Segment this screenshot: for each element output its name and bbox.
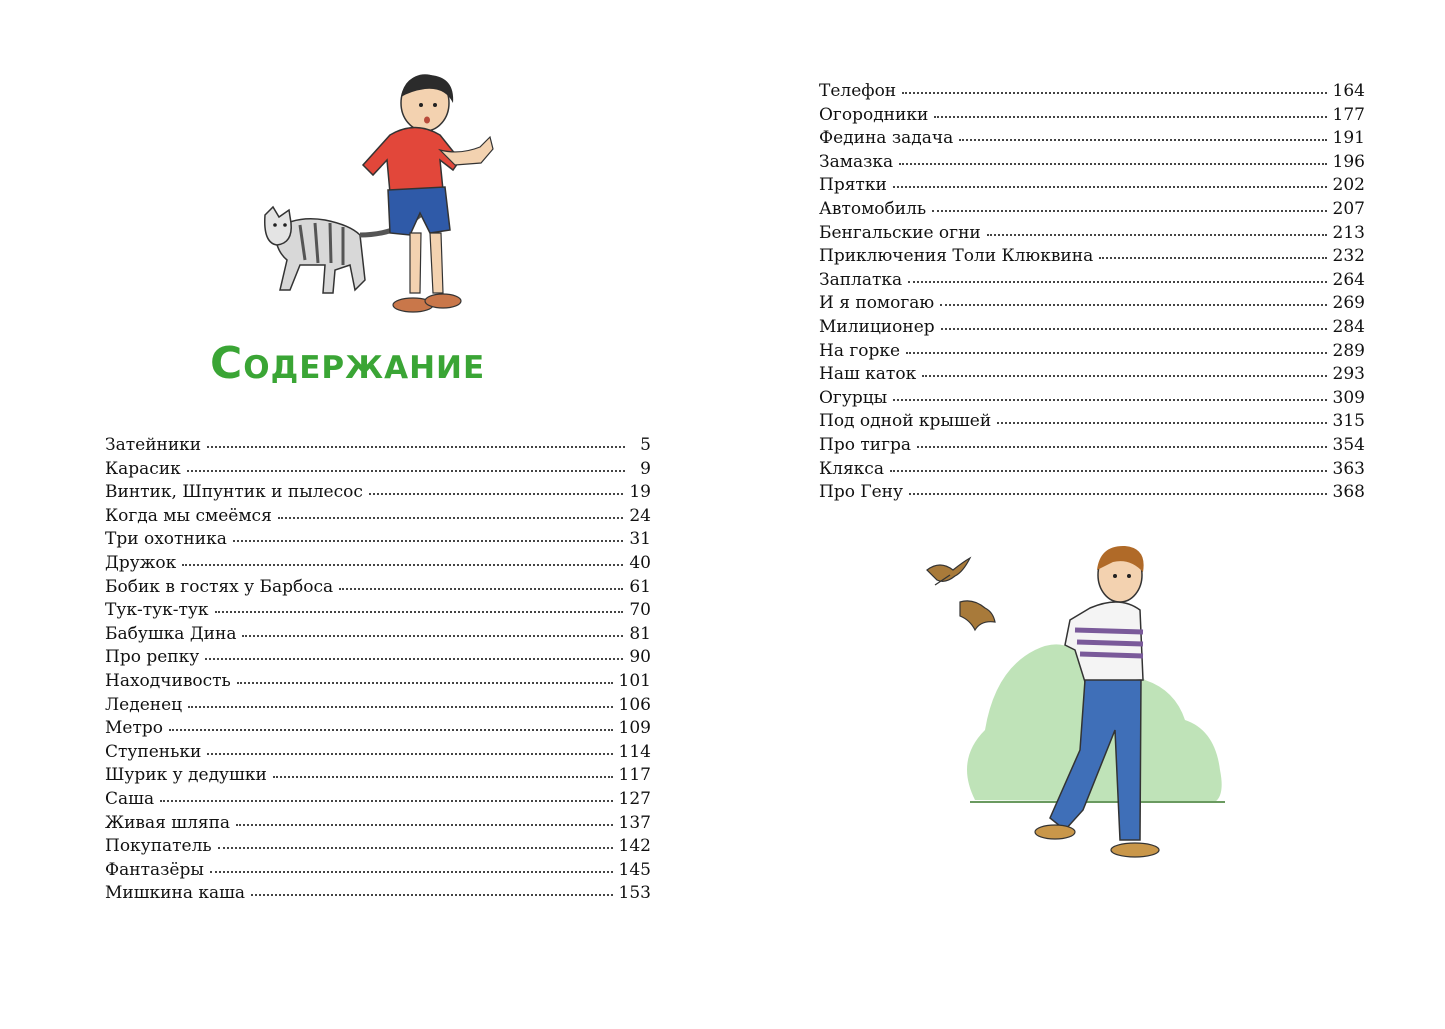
toc-entry-title: Федина задача: [819, 128, 954, 149]
bird-icon: [960, 601, 995, 630]
toc-entry-page: 153: [618, 883, 651, 904]
toc-entry-page: 137: [618, 812, 651, 833]
toc-entry-title: Когда мы смеёмся: [105, 505, 272, 526]
toc-entry-title: Автомобиль: [819, 198, 927, 219]
toc-entry: [819, 198, 1365, 222]
toc-entry-page: 114: [618, 741, 651, 762]
toc-entry-title: Саша: [105, 788, 155, 809]
toc-entry-title: Телефон: [819, 81, 897, 101]
right-page: [722, 0, 1445, 1029]
toc-entry-page: 293: [1332, 364, 1365, 385]
toc-entry: [819, 222, 1365, 246]
toc-entry-title: Приключения Толи Клюквина: [819, 246, 1094, 267]
toc-leader-dots: [1099, 256, 1326, 259]
toc-entry: [819, 481, 1365, 505]
boy-icon: [363, 75, 493, 312]
toc-leader-dots: [169, 728, 613, 731]
toc-leader-dots: [941, 327, 1327, 330]
toc-entry-title: Прятки: [819, 175, 887, 196]
toc-entry: [819, 292, 1365, 316]
toc-leader-dots: [959, 138, 1326, 141]
toc-entry: [819, 151, 1365, 175]
toc-entry-title: Про тигра: [819, 434, 912, 455]
toc-leader-dots: [893, 398, 1326, 401]
toc-leader-dots: [906, 351, 1326, 354]
toc-entry-page: 368: [1332, 482, 1365, 503]
toc-entry-page: 24: [629, 505, 651, 526]
toc-leader-dots: [932, 209, 1326, 212]
toc-entry-page: 232: [1332, 246, 1365, 267]
toc-entry-page: 207: [1332, 198, 1365, 219]
toc-entry-title: Шурик у дедушки: [105, 765, 267, 786]
toc-entry: [819, 434, 1365, 458]
toc-entry-title: Огородники: [819, 104, 929, 125]
toc-entry-page: 106: [618, 694, 651, 715]
toc-entry-title: Наш каток: [819, 364, 917, 385]
toc-leader-dots: [160, 799, 612, 802]
toc-leader-dots: [205, 657, 623, 660]
toc-entry: [105, 481, 651, 505]
toc-entry-page: 264: [1332, 269, 1365, 290]
toc-leader-dots: [210, 870, 613, 873]
toc-entry: [105, 623, 651, 647]
toc-entry-page: 284: [1332, 316, 1365, 337]
toc-leader-dots: [236, 823, 612, 826]
toc-leader-dots: [940, 303, 1326, 306]
toc-entry: [105, 599, 651, 623]
toc-entry-title: На горке: [819, 340, 901, 361]
toc-entry-page: 309: [1332, 387, 1365, 408]
toc-leader-dots: [188, 705, 612, 708]
toc-entry-title: Находчивость: [105, 670, 231, 691]
toc-entry: [105, 552, 651, 576]
toc-entry-title: Леденец: [105, 694, 183, 715]
toc-leader-dots: [187, 469, 625, 472]
toc-entry: [105, 717, 651, 741]
toc-leader-dots: [922, 374, 1326, 377]
toc-entry: [819, 458, 1365, 482]
toc-leader-dots: [369, 492, 623, 495]
page-title: Содержание: [210, 338, 486, 389]
toc-entry-title: Дружок: [105, 552, 177, 573]
toc-entry: [105, 434, 651, 458]
toc-leader-dots: [890, 469, 1327, 472]
toc-leader-dots: [997, 421, 1326, 424]
toc-leader-dots: [908, 280, 1326, 283]
toc-entry-title: Три охотника: [105, 529, 227, 550]
toc-entry-page: 19: [629, 482, 651, 503]
toc-entry-title: Бенгальские огни: [819, 222, 981, 243]
toc-leader-dots: [899, 162, 1326, 165]
toc-entry: [105, 882, 651, 906]
toc-entry-title: Про Гену: [819, 482, 903, 503]
toc-entry: [819, 387, 1365, 411]
toc-entry-title: Клякса: [819, 458, 884, 479]
toc-entry: [819, 127, 1365, 151]
toc-entry-page: 289: [1332, 340, 1365, 361]
toc-entry-page: 354: [1332, 434, 1365, 455]
toc-leader-dots: [242, 634, 623, 637]
toc-leader-dots: [237, 681, 613, 684]
toc-entry: [819, 340, 1365, 364]
toc-entry: [105, 788, 651, 812]
toc-entry-page: 70: [629, 600, 651, 621]
walking-boy-and-birds-illustration: [915, 540, 1255, 865]
toc-entry: [819, 104, 1365, 128]
toc-entry-title: Милиционер: [819, 316, 935, 337]
toc-entry-page: 90: [629, 647, 651, 668]
toc-leader-dots: [182, 563, 623, 566]
toc-entry: [819, 245, 1365, 269]
toc-entry: [105, 458, 651, 482]
toc-entry: [819, 80, 1365, 104]
toc-entry-page: 177: [1332, 104, 1365, 125]
toc-entry-title: Бабушка Дина: [105, 623, 237, 644]
toc-leader-dots: [251, 893, 612, 896]
toc-entry-page: 109: [618, 718, 651, 739]
toc-entry: [105, 505, 651, 529]
toc-entry: [819, 363, 1365, 387]
toc-entry-page: 40: [629, 552, 651, 573]
toc-list-left: [105, 434, 651, 906]
bird-icon: [927, 558, 970, 585]
toc-entry-title: Ступеньки: [105, 741, 202, 762]
toc-entry: [105, 812, 651, 836]
toc-entry-title: Мишкина каша: [105, 883, 246, 904]
toc-leader-dots: [987, 233, 1327, 236]
toc-leader-dots: [902, 91, 1326, 94]
toc-leader-dots: [909, 492, 1327, 495]
toc-entry-title: Бобик в гостях у Барбоса: [105, 576, 334, 597]
toc-list-right: [819, 80, 1365, 505]
toc-entry-page: 101: [618, 670, 651, 691]
toc-entry: [105, 859, 651, 883]
toc-leader-dots: [233, 539, 624, 542]
toc-entry-page: 127: [618, 788, 651, 809]
toc-entry-page: 164: [1332, 81, 1365, 101]
toc-leader-dots: [215, 610, 624, 613]
toc-entry: [105, 764, 651, 788]
toc-entry-title: И я помогаю: [819, 293, 935, 314]
toc-entry-page: 213: [1332, 222, 1365, 243]
toc-entry-title: Под одной крышей: [819, 411, 992, 432]
toc-entry-title: Карасик: [105, 458, 181, 479]
toc-entry: [819, 410, 1365, 434]
boy-and-cat-illustration: [255, 65, 495, 325]
toc-entry-page: 191: [1332, 128, 1365, 149]
toc-entry-page: 315: [1332, 411, 1365, 432]
toc-entry-page: 202: [1332, 175, 1365, 196]
toc-leader-dots: [207, 445, 625, 448]
toc-entry-page: 142: [618, 836, 651, 857]
toc-entry-title: Фантазёры: [105, 859, 204, 880]
toc-entry-page: 196: [1332, 151, 1365, 172]
toc-leader-dots: [893, 185, 1327, 188]
toc-entry-page: 363: [1332, 458, 1365, 479]
left-page: [0, 0, 722, 1029]
toc-leader-dots: [934, 115, 1326, 118]
toc-entry-page: 31: [629, 529, 651, 550]
toc-entry: [819, 269, 1365, 293]
toc-entry: [105, 835, 651, 859]
toc-leader-dots: [273, 775, 613, 778]
toc-leader-dots: [278, 516, 624, 519]
toc-entry-title: Метро: [105, 718, 163, 739]
toc-leader-dots: [339, 587, 623, 590]
toc-entry: [105, 576, 651, 600]
toc-entry-page: 61: [629, 576, 651, 597]
toc-entry: [105, 741, 651, 765]
toc-entry-title: Покупатель: [105, 836, 212, 857]
toc-entry-page: 5: [640, 435, 651, 455]
toc-entry-title: Заплатка: [819, 269, 903, 290]
toc-entry-title: Затейники: [105, 435, 202, 455]
toc-entry-page: 145: [618, 859, 651, 880]
toc-entry-title: Про репку: [105, 647, 200, 668]
toc-leader-dots: [218, 846, 613, 849]
toc-entry-page: 269: [1332, 293, 1365, 314]
toc-entry-title: Тук-тук-тук: [105, 600, 209, 621]
toc-entry-title: Огурцы: [819, 387, 888, 408]
toc-entry: [105, 528, 651, 552]
toc-entry-title: Живая шляпа: [105, 812, 231, 833]
toc-leader-dots: [917, 445, 1327, 448]
toc-entry: [105, 646, 651, 670]
toc-entry-page: 9: [640, 458, 651, 479]
toc-entry: [819, 174, 1365, 198]
toc-entry-title: Винтик, Шпунтик и пылесос: [105, 482, 363, 503]
toc-entry-page: 117: [618, 765, 651, 786]
toc-entry-title: Замазка: [819, 151, 894, 172]
toc-entry: [819, 316, 1365, 340]
toc-entry: [105, 670, 651, 694]
toc-leader-dots: [207, 752, 612, 755]
toc-entry: [105, 694, 651, 718]
toc-entry-page: 81: [629, 623, 651, 644]
